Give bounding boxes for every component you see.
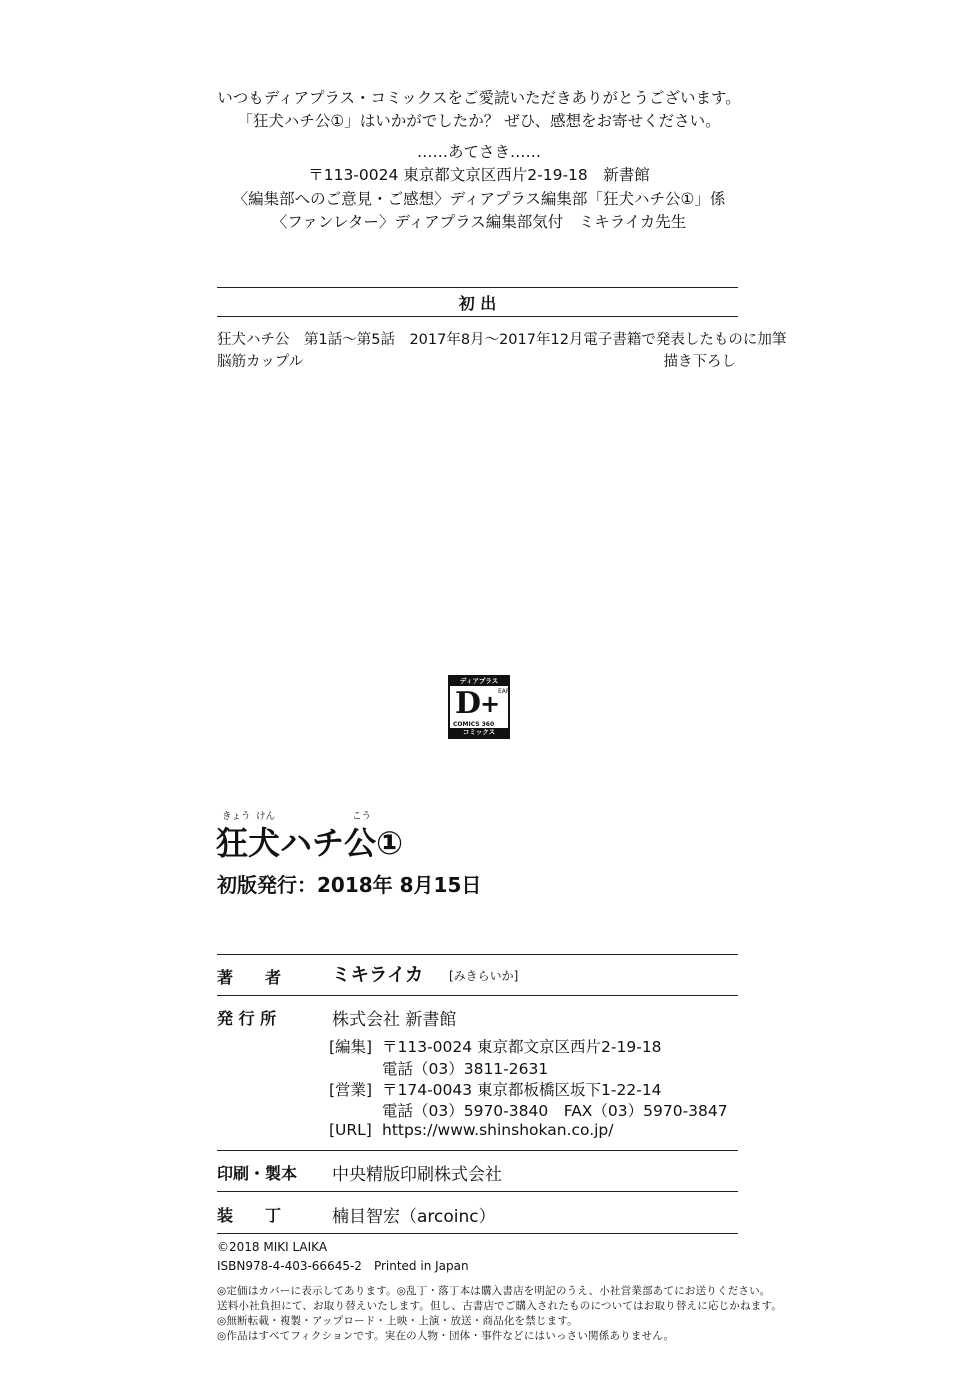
printing-company: 中央精版印刷株式会社 [332,1165,502,1185]
divider [217,1191,738,1192]
publisher-label: 発 行 所 [217,1009,277,1028]
publisher-url[interactable]: https://www.shinshokan.co.jp/ [382,1121,614,1139]
first-appearance-row-2: 脳筋カップル [217,354,304,370]
isbn: ISBN978-4-403-66645-2 Printed in Japan [217,1259,469,1273]
divider [217,995,738,996]
divider [217,1233,738,1234]
edit-address: 〒113-0024 東京都文京区西片2-19-18 [382,1038,662,1056]
first-appearance-heading: 初 出 [458,294,497,313]
thanks-line: いつもディアプラス・コミックスをご愛読いただきありがとうございます。 [217,89,741,107]
logo-bottom-band: コミックス [450,728,508,737]
first-appearance-row-1: 狂犬ハチ公 第1話〜第5話 2017年8月〜2017年12月電子書籍で発表したものに加筆 [217,332,787,348]
edit-tel: 電話（03）3811-2631 [382,1060,549,1078]
divider [217,954,738,955]
fanletter-address: 〈ファンレター〉ディアプラス編集部気付 ミキライカ先生 [271,213,687,231]
mail-address: 〒113-0024 東京都文京区西片2-19-18 新書館 [308,166,650,184]
sales-address: 〒174-0043 東京都板橋区坂下1-22-14 [382,1081,662,1099]
edit-tag: [編集] [329,1038,373,1056]
title-ruby: きょう [222,811,251,822]
divider [217,287,738,288]
legal-note: 送料小社負担にて、お取り替えいたします。但し、古書店でご購入されたものについてはお取り替えに応じかねます。 [217,1300,782,1312]
title-ruby: こう [352,811,372,822]
logo-top-band: ディアプラス [450,677,508,686]
author-reading: [みきらいか] [449,969,519,983]
title-ruby: けん [256,811,276,822]
logo-letter: D [455,686,482,721]
opinion-address: 〈編集部へのご意見・ご感想〉ディアプラス編集部「狂犬ハチ公①」係 [232,190,726,208]
url-tag: [URL] [329,1121,372,1139]
logo-ear: EAR [498,688,511,695]
book-designer: 楠目智宏（arcoinc） [332,1207,496,1227]
publisher-name: 株式会社 新書館 [332,1010,457,1030]
author-label: 著 者 [217,968,282,987]
address-heading: ……あてさき…… [416,143,541,161]
logo-comics: COMICS 360 [453,721,495,728]
dear-plus-comics-logo [448,675,510,739]
sales-tag: [営業] [329,1081,373,1099]
request-line: 「狂犬ハチ公①」はいかがでしたか？ ぜひ、感想をお寄せください。 [237,112,721,130]
divider [217,316,738,317]
printing-label: 印刷・製本 [217,1164,298,1183]
first-appearance-row-2-note: 描き下ろし [663,354,736,370]
sales-tel-fax: 電話（03）5970-3840 FAX（03）5970-3847 [382,1102,728,1120]
design-label: 装 丁 [217,1206,282,1225]
logo-plus: + [480,690,501,718]
legal-note: ◎定価はカバーに表示してあります。◎乱丁・落丁本は購入書店を明記のうえ、小社営業部あてにお送りください。 [217,1285,771,1297]
divider [217,1150,738,1151]
legal-note: ◎無断転載・複製・アップロード・上映・上演・放送・商品化を禁じます。 [217,1315,578,1327]
copyright: ©2018 MIKI LAIKA [217,1240,328,1254]
book-title: 狂犬ハチ公① [216,824,404,862]
author-name: ミキライカ [332,965,424,986]
legal-note: ◎作品はすべてフィクションです。実在の人物・団体・事件などにはいっさい関係ありません。 [217,1330,675,1342]
first-edition-date: 初版発行：2018年 8月15日 [217,873,482,897]
